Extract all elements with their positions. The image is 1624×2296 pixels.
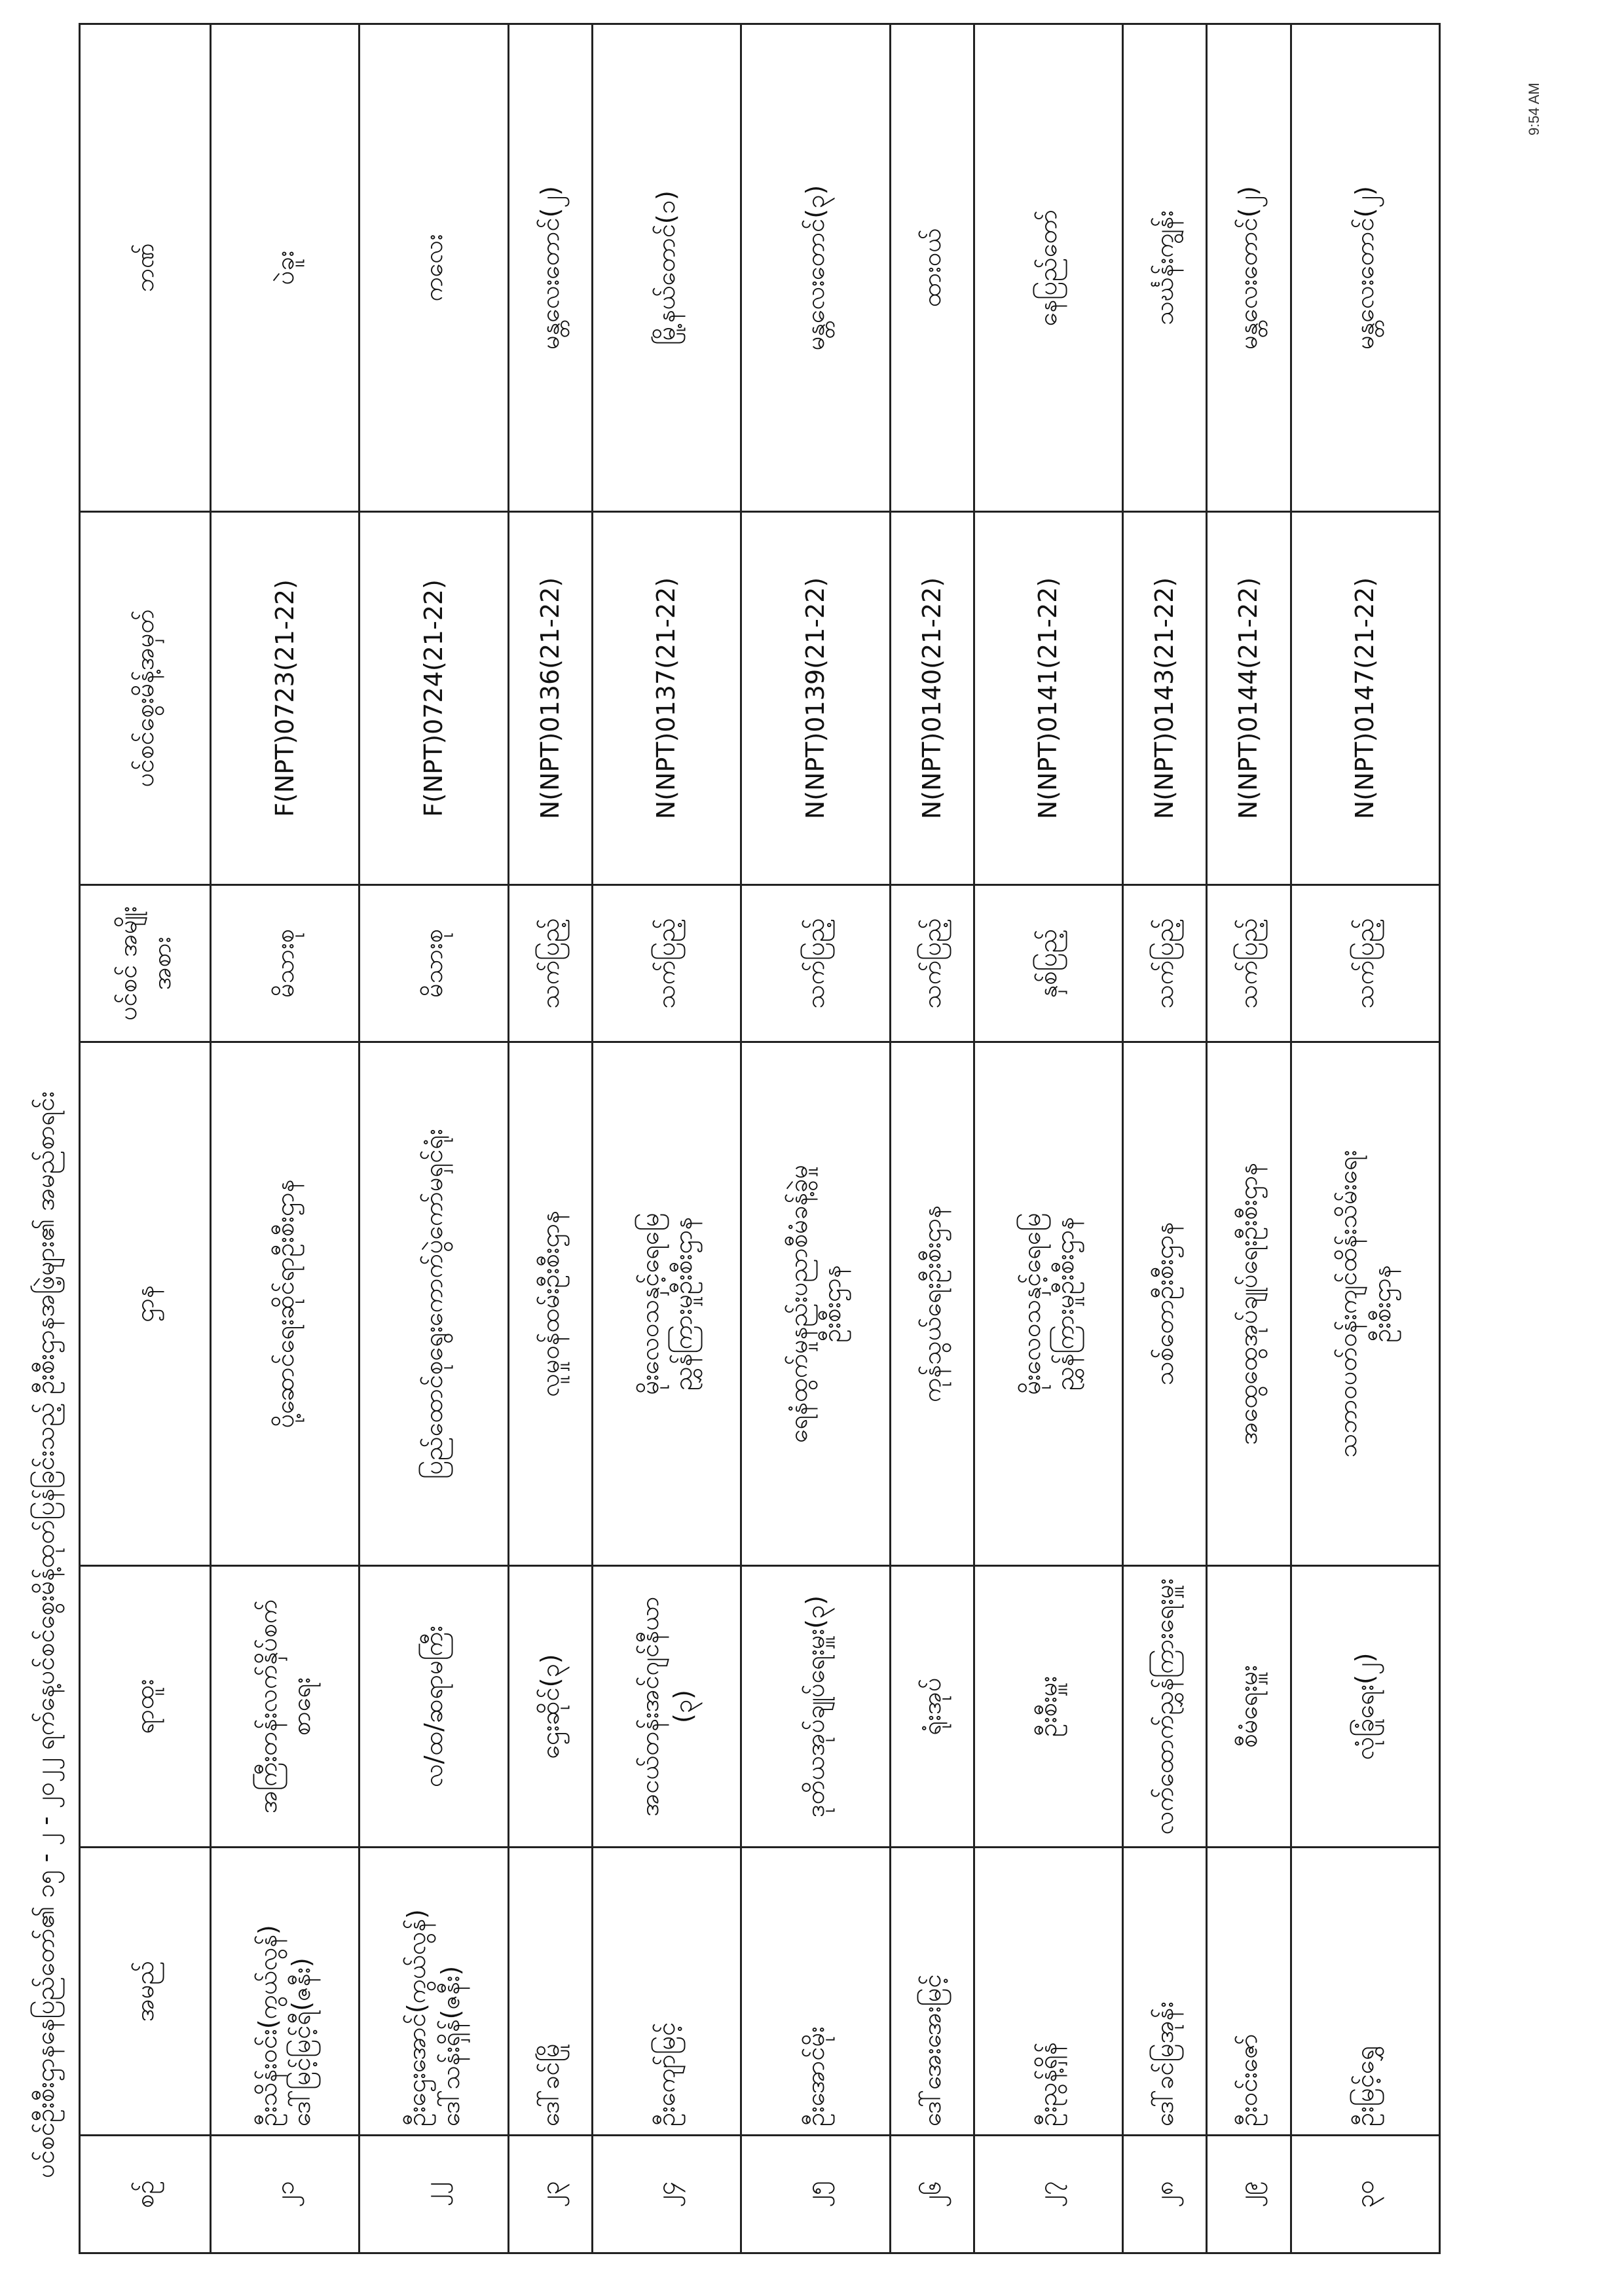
cell-order-number: N(NPT)0140(21-22) [890,512,974,885]
cell-town: မန္တလေးတောင်(၂) [1291,24,1439,512]
name-line: ဦးမြင့်ရွှေ [1350,2045,1380,2126]
cell-department [974,1042,1122,1566]
cell-order-number: F(NPT)0724(21-22) [360,512,508,885]
cell-name [1123,1848,1207,2136]
rank-line: လက်ထောက်ညွှန်ကြားရေးမှူး [1150,1578,1179,1835]
header-pension-type: ပင်စင် အမျိုးအစား [80,885,211,1042]
cell-no: ၃၀ [1291,2136,1439,2253]
dept-line: သဘာဝပတ်ဝန်းကျင်ထိန်းသိမ်းရေး [1333,1150,1363,1458]
table-row [741,24,890,2253]
name-line: ဒေါ်အေးအေးမြင့် [917,1974,946,2126]
cell-name [211,1848,360,2136]
cell-rank [741,1566,890,1848]
rank-line: အကြီးတန်းလက်နှိပ်စက် [253,1599,282,1814]
rank-line: ဒုတိယအုပ်ချုပ်ရေးမှူး(၃) [800,1595,830,1818]
cell-town: မန္တလေးတောင်(၃) [741,24,890,512]
cell-order-number: N(NPT)0144(21-22) [1207,512,1291,885]
rank-line: လုံခြုံရေး(၂) [1350,1652,1380,1760]
cell-name [974,1848,1122,2136]
cell-pension-type: နှစ်ပြည့် [974,885,1122,1042]
cell-rank [592,1566,741,1848]
name-line: ဦးဌေးအောင်(ကွယ်လွန်) [402,1909,432,2126]
header-town: ဘဏ် [80,24,211,512]
table-row [592,24,741,2253]
dept-line: ညွှန်ကြားမှုဦးစီးဌာန [669,1216,698,1391]
table-row [974,24,1122,2253]
cell-rank [360,1566,508,1848]
cell-rank [508,1566,592,1848]
cell-town: မန္တလေးတောင်(၂) [1207,24,1291,512]
rank-line: အငယ်တန်းအင်ဂျင်နီယာ [635,1596,664,1817]
dept-line: အထွေထွေအုပ်ချုပ်ရေးဦးစီးဌာန [1234,1163,1263,1445]
cell-no: ၂၇ [974,2136,1122,2253]
cell-department [1123,1042,1207,1566]
cell-name [508,1848,592,2136]
cell-pension-type: သက်ပြည့် [1291,885,1439,1042]
cell-pension-type: မိသားစု [211,885,360,1042]
name-line: ဦးသိန်းဝင်း(ကွယ်လွန်) [253,1925,282,2126]
cell-pension-type: သက်ပြည့် [592,885,741,1042]
cell-name [1207,1848,1291,2136]
cell-department [741,1042,890,1566]
cell-no: ၂၈ [1123,2136,1207,2253]
cell-no: ၂၅ [741,2136,890,2253]
rank-line: စီမံရေးမှူး [1234,1665,1263,1748]
dept-line: ဦးစီးဌာန [1367,1265,1396,1343]
cell-pension-type: သက်ပြည့် [1207,885,1291,1042]
cell-name [360,1848,508,2136]
header-row [80,24,211,2253]
header-order-number: ပင်စင်စွေးမိန့်အမှတ် [80,512,211,885]
cell-order-number: N(NPT)0147(21-22) [1291,512,1439,885]
cell-town: သင်္ဃန်းကျွန်း [1123,24,1207,512]
cell-town: မြို့နယ်တောင်(၁) [592,24,741,512]
table-row [1123,24,1207,2253]
cell-name [741,1848,890,2136]
cell-department [508,1042,592,1566]
header-department: ဌာန [80,1042,211,1566]
cell-rank [1207,1566,1291,1848]
cell-rank [1123,1566,1207,1848]
cell-town: ပဲခူး [211,24,360,512]
cell-rank [974,1566,1122,1848]
rank-line: စာရေး [287,1677,316,1736]
cell-order-number: N(NPT)0137(21-22) [592,512,741,885]
cell-no: ၂၉ [1207,2136,1291,2253]
name-line: ဒေါ်သန်းရှိန်(ဇနီး) [435,1965,465,2126]
dept-line: ပို့ဆောင်ရေးဆိုင်ရာဦးစီးဌာန [270,1179,299,1429]
dept-line: ကုန်သွယ်ရေးဦးစီးဌာန [917,1205,946,1402]
cell-department [1291,1042,1439,1566]
dept-line: ဦးစီးဌာန [817,1265,847,1343]
cell-pension-type: သက်ပြည့် [1123,885,1207,1042]
cell-town: ကလေး [360,24,508,512]
table-row [890,24,974,2253]
cell-rank [1291,1566,1439,1848]
rank-line: (၃) [669,1689,698,1724]
document-title: ပင်စင်ဦးစီးဌာနနေပြည်တော်၏ ၁၅ - ၂ - ၂၀၂၂ ရက်နေ့ပင်စင်စွေးမိန့်ထုတ်ပြန်ခြင်းသည့် ဦးစီးဌာနအဖြဲ့များ၏ အမည်စာရင်း [31,1091,60,2178]
cell-no: ၂၃ [508,2136,592,2253]
dept-line: ညွှန်ကြားမှုဦးစီးဌာန [1050,1216,1079,1391]
cell-town: နေပြည်တော် [974,24,1122,512]
name-line: ဒေါ်မြင့်မြင့်ရီ(ဇနီး) [287,1958,316,2126]
cell-department [890,1042,974,1566]
table-row [1291,24,1439,2253]
cell-town: ထားဝယ် [890,24,974,512]
cell-order-number: F(NPT)0723(21-22) [211,512,360,885]
cell-name [890,1848,974,2136]
cell-no: ၂၄ [592,2136,741,2253]
rank-line: လ/ထ/ဆရာမကြီး [418,1625,448,1788]
cell-order-number: N(NPT)0143(21-22) [1123,512,1207,885]
cell-town: မန္တလေးတောင်(၂) [508,24,592,512]
cell-department [360,1042,508,1566]
cell-order-number: N(NPT)0139(21-22) [741,512,890,885]
cell-no: ၂၁ [211,2136,360,2253]
table-row [211,24,360,2253]
cell-pension-type: သက်ပြည့် [890,885,974,1042]
cell-no: ၂၆ [890,2136,974,2253]
cell-order-number: N(NPT)0136(21-22) [508,512,592,885]
cell-pension-type: သက်ပြည့် [741,885,890,1042]
cell-name [592,1848,741,2136]
cell-name [1291,1848,1439,2136]
cell-department [211,1042,360,1566]
scan-timestamp: 9:54 AM [1526,82,1542,136]
rank-line: ရုံးအုပ် [917,1677,946,1736]
name-line: ဦးညွန့်ရှိန် [1033,2042,1063,2126]
table-row [360,24,508,2253]
dept-line: မိုးလေဝသနှင့်ရေမြေ [635,1212,664,1395]
dept-line: ပြည်ထောင်စုရွေးကောက်ပွဲကော်မရှင်ရုံး [418,1129,448,1479]
name-line: ဦးကျော်မြင့် [652,2022,681,2126]
cell-rank [890,1566,974,1848]
dept-line: လူမှုဝန်ထမ်းဦးစီးဌာန [535,1211,564,1397]
cell-order-number: N(NPT)0141(21-22) [974,512,1122,885]
dept-line: မိုးလေဝသနှင့်ရေမြေ [1016,1212,1046,1395]
dept-line: ရေနံထွက်မှုနည်းပညာစီမံခန့်ခွဲမှု [784,1164,813,1444]
header-rank: ရာထူး [80,1566,211,1848]
header-name: အမည် [80,1848,211,2136]
name-line: ဦးဝင်းဇော် [1234,2033,1263,2126]
dept-line: သစ်တောဦးစီးဌာန [1150,1222,1179,1386]
cell-no: ၂၂ [360,2136,508,2253]
name-line: ဒေါ်ခင်မြအုန်း [1150,2001,1179,2126]
cell-rank [211,1566,360,1848]
cell-pension-type: မိသားစု [360,885,508,1042]
table-row [508,24,592,2253]
name-line: ဒေါ်ခင်မြို [535,2043,564,2126]
table-row [1207,24,1291,2253]
cell-department [592,1042,741,1566]
table-body [211,24,1440,2253]
cell-pension-type: သက်ပြည့် [508,885,592,1042]
name-line: ဦးအောင်မိုး [800,2026,830,2126]
rank-line: ဦးစီးမှူး [1033,1675,1063,1738]
header-no: စဉ် [80,2136,211,2253]
cell-department [1207,1042,1291,1566]
rank-line: ဌေးဆိုင်(၃) [535,1654,564,1759]
pension-table [79,23,1441,2254]
